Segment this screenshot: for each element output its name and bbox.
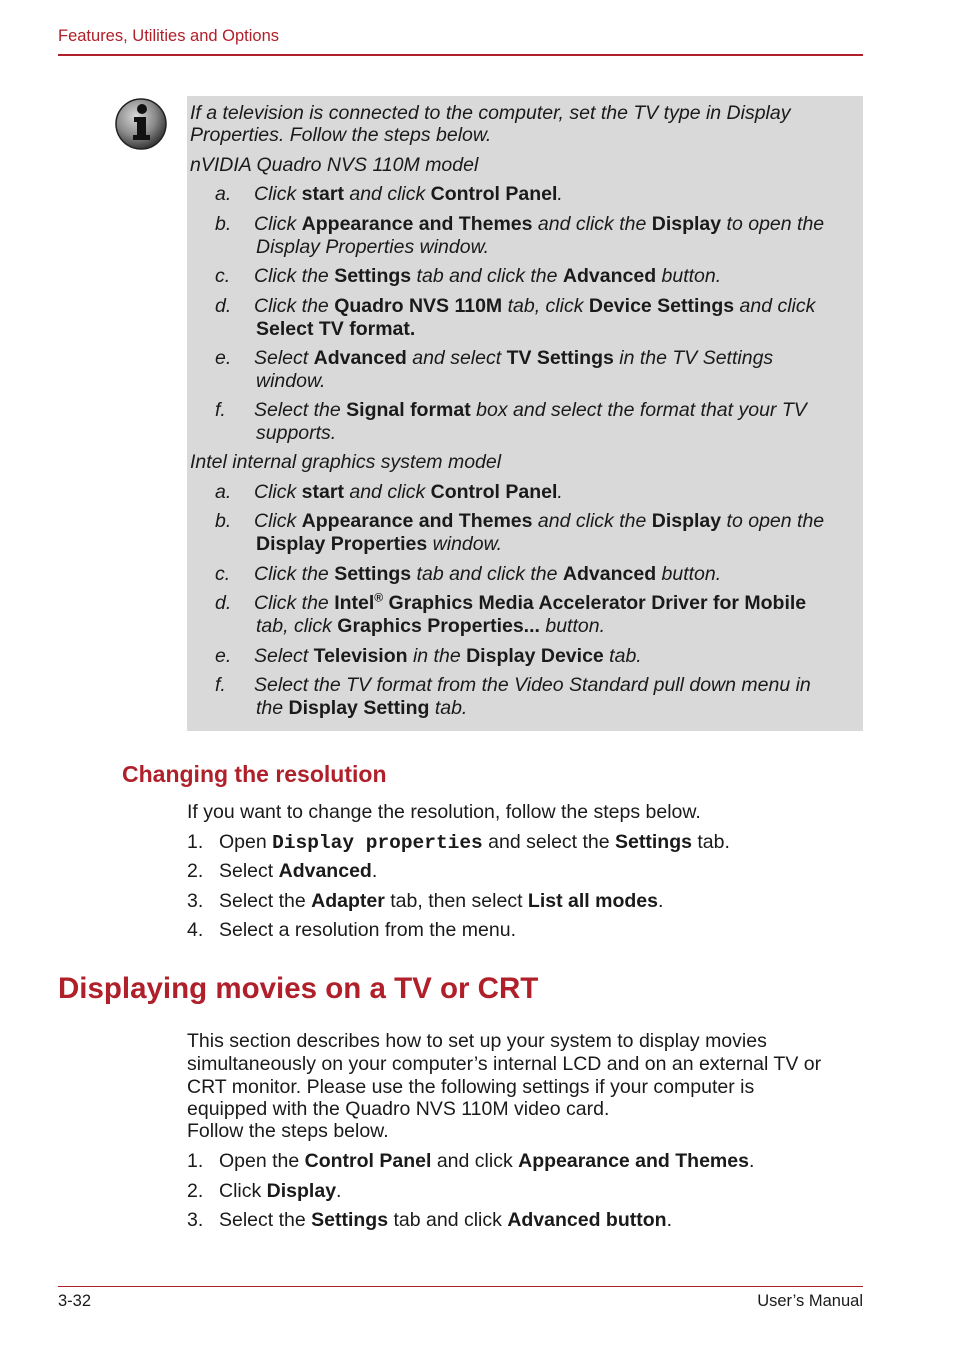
nvidia-step-e: Select Advanced and select TV Settings in the TV Settings bbox=[254, 347, 774, 369]
nvidia-step-c: Click the Settings tab and click the Advanced button. bbox=[254, 265, 722, 287]
nvidia-model-heading: nVIDIA Quadro NVS 110M model bbox=[190, 154, 479, 176]
movies-para-line-4: equipped with the Quadro NVS 110M video card. bbox=[187, 1098, 610, 1120]
resolution-step-4-number: 4. bbox=[187, 919, 204, 941]
page-number: 3-32 bbox=[58, 1292, 92, 1310]
note-intro-line-1: If a television is connected to the computer, set the TV type in Display bbox=[190, 102, 791, 124]
nvidia-step-b: Click Appearance and Themes and click the Display to open the bbox=[254, 213, 825, 235]
nvidia-step-b-letter: b. bbox=[215, 213, 232, 235]
movies-step-3-number: 3. bbox=[187, 1209, 204, 1231]
nvidia-step-d-letter: d. bbox=[215, 295, 232, 317]
movies-step-1-number: 1. bbox=[187, 1150, 204, 1172]
nvidia-step-f-letter: f. bbox=[215, 399, 226, 421]
nvidia-step-e-line-2: window. bbox=[256, 370, 326, 392]
section-heading-movies: Displaying movies on a TV or CRT bbox=[58, 972, 539, 1005]
nvidia-step-e-letter: e. bbox=[215, 347, 232, 369]
resolution-intro: If you want to change the resolution, follow the steps below. bbox=[187, 801, 701, 823]
intel-step-a-letter: a. bbox=[215, 481, 232, 503]
movies-step-2: Click Display. bbox=[219, 1180, 342, 1202]
intel-step-e: Select Television in the Display Device tab. bbox=[254, 645, 642, 667]
code-display-properties: Display properties bbox=[272, 832, 483, 854]
intel-step-d-letter: d. bbox=[215, 592, 232, 614]
nvidia-step-a-letter: a. bbox=[215, 183, 232, 205]
intel-step-f: Select the TV format from the Video Standard pull down menu in bbox=[254, 674, 811, 696]
nvidia-step-f-line-2: supports. bbox=[256, 422, 337, 444]
movies-step-3: Select the Settings tab and click Advanced button. bbox=[219, 1209, 672, 1231]
running-header: Features, Utilities and Options bbox=[58, 27, 280, 45]
intel-step-c-letter: c. bbox=[215, 563, 231, 585]
resolution-step-4: Select a resolution from the menu. bbox=[219, 919, 516, 941]
nvidia-step-d: Click the Quadro NVS 110M tab, click Device Settings and click bbox=[254, 295, 816, 317]
intel-step-d: Click the Intel® Graphics Media Accelerator Driver for Mobile bbox=[254, 590, 807, 614]
intel-step-b-line-2: Display Properties window. bbox=[256, 533, 503, 555]
section-heading-resolution: Changing the resolution bbox=[122, 761, 387, 787]
nvidia-step-d-line-2: Select TV format. bbox=[256, 318, 416, 340]
intel-step-a: Click start and click Control Panel. bbox=[254, 481, 563, 503]
header-rule bbox=[58, 54, 863, 56]
intel-step-b: Click Appearance and Themes and click the Display to open the bbox=[254, 510, 825, 532]
movies-step-1: Open the Control Panel and click Appearance and Themes. bbox=[219, 1150, 755, 1172]
resolution-step-3-number: 3. bbox=[187, 890, 204, 912]
resolution-step-1: Open Display properties and select the Settings tab. bbox=[219, 831, 730, 854]
intel-step-f-line-2: the Display Setting tab. bbox=[256, 697, 468, 719]
intel-step-e-letter: e. bbox=[215, 645, 232, 667]
movies-para-line-5: Follow the steps below. bbox=[187, 1120, 389, 1142]
movies-step-2-number: 2. bbox=[187, 1180, 204, 1202]
note-intro-line-2: Properties. Follow the steps below. bbox=[190, 124, 492, 146]
nvidia-step-a: Click start and click Control Panel. bbox=[254, 183, 563, 205]
nvidia-step-c-letter: c. bbox=[215, 265, 231, 287]
movies-para-line-1: This section describes how to set up your system to display movies bbox=[187, 1030, 767, 1052]
movies-para-line-3: CRT monitor. Please use the following settings if your computer is bbox=[187, 1076, 755, 1098]
footer-rule bbox=[58, 1286, 863, 1287]
intel-step-f-letter: f. bbox=[215, 674, 226, 696]
manual-title: User’s Manual bbox=[757, 1292, 863, 1310]
movies-para-line-2: simultaneously on your computer’s internal LCD and on an external TV or bbox=[187, 1053, 822, 1075]
resolution-step-3: Select the Adapter tab, then select List all modes. bbox=[219, 890, 664, 912]
resolution-step-2: Select Advanced. bbox=[219, 860, 378, 882]
resolution-step-2-number: 2. bbox=[187, 860, 204, 882]
intel-model-heading: Intel internal graphics system model bbox=[190, 451, 502, 473]
info-icon bbox=[113, 96, 169, 152]
resolution-step-1-number: 1. bbox=[187, 831, 204, 853]
intel-step-c: Click the Settings tab and click the Advanced button. bbox=[254, 563, 722, 585]
intel-step-d-line-2: tab, click Graphics Properties... button. bbox=[256, 615, 605, 637]
intel-step-b-letter: b. bbox=[215, 510, 232, 532]
nvidia-step-f: Select the Signal format box and select the format that your TV bbox=[254, 399, 807, 421]
registered-mark: ® bbox=[374, 590, 384, 605]
nvidia-step-b-line-2: Display Properties window. bbox=[256, 236, 490, 258]
